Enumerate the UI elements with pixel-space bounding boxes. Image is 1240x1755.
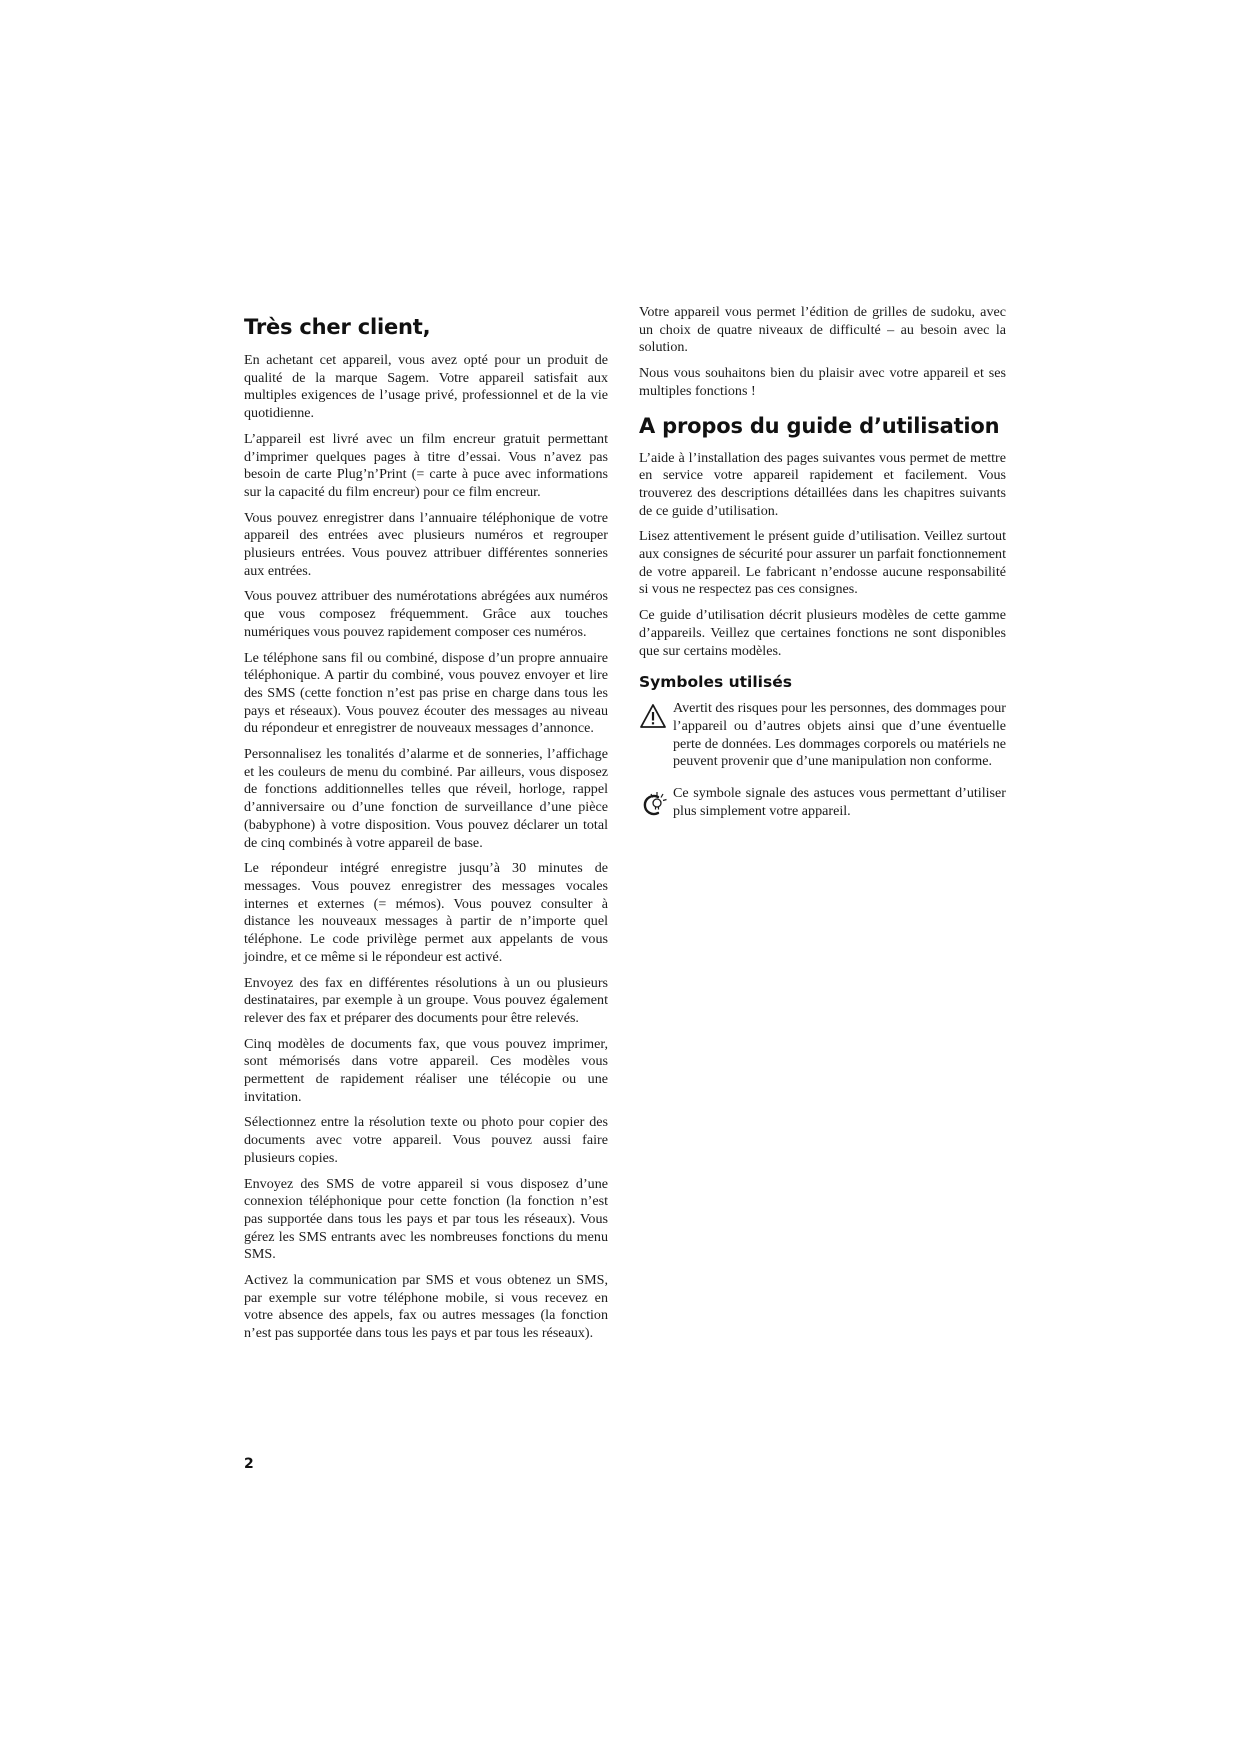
paragraph: Nous vous souhaitons bien du plaisir avec votre appareil et ses multiples fonctions ! <box>639 365 1006 399</box>
section-title-symbols: Symboles utilisés <box>639 673 792 692</box>
symbol-warning-row <box>639 700 1006 771</box>
paragraph: En achetant cet appareil, vous avez opté pour un produit de qualité de la marque Sagem. Votre appareil satisfait aux multiples exigences de l’usage privé, professionnel et de la vie quotidienne. <box>244 352 608 422</box>
tip-lightbulb-icon <box>639 785 673 818</box>
right-column <box>639 304 1006 834</box>
paragraph: Envoyez des fax en différentes résolutions à un ou plusieurs destinataires, par exemple à un groupe. Vous pouvez également relever des fax et préparer des documents pour être relevés. <box>244 974 608 1026</box>
symbol-warning-text: Avertit des risques pour les personnes, des dommages pour l’appareil ou d’autres objets ainsi que d’une éventuelle perte de données. Les dommages corporels ou matériels ne peuvent provenir que d’une manipulation non conforme. <box>673 700 1006 770</box>
page-title: Très cher client, <box>244 315 431 339</box>
left-column <box>244 304 608 1351</box>
paragraph: L’appareil est livré avec un film encreur gratuit permettant d’imprimer quelques pages à titre d’essai. Vous n’avez pas besoin de carte Plug’n’Print (= carte à puce avec informations sur la capacité du film encreur) pour ce film encreur. <box>244 430 608 500</box>
paragraph: Lisez attentivement le présent guide d’utilisation. Veillez surtout aux consignes de sécurité pour assurer un parfait fonctionnement de votre appareil. Le fabricant n’endosse aucune responsabilité si vous ne respectez pas ces consignes. <box>639 528 1006 598</box>
paragraph: Sélectionnez entre la résolution texte ou photo pour copier des documents avec votre appareil. Vous pouvez aussi faire plusieurs copies. <box>244 1114 608 1166</box>
paragraph: Cinq modèles de documents fax, que vous pouvez imprimer, sont mémorisés dans votre appareil. Ces modèles vous permettent de rapidement réaliser une télécopie ou une invitation. <box>244 1035 608 1105</box>
paragraph: Ce guide d’utilisation décrit plusieurs modèles de cette gamme d’appareils. Veillez que certaines fonctions ne sont disponibles que sur certains modèles. <box>639 607 1006 659</box>
paragraph: Activez la communication par SMS et vous obtenez un SMS, par exemple sur votre téléphone mobile, si vous recevez en votre absence des appels, fax ou autres messages (la fonction n’est pas supportée dans tous les pays et par tous les réseaux). <box>244 1272 608 1342</box>
paragraph: Le téléphone sans fil ou combiné, dispose d’un propre annuaire téléphonique. A partir du combiné, vous pouvez envoyer et lire des SMS (cette fonction n’est pas prise en charge dans tous les pays et réseaux). Vous pouvez écouter des messages au niveau du répondeur et enregistrer de nouveaux messages d’annonce. <box>244 649 608 737</box>
symbol-tip-text: Ce symbole signale des astuces vous permettant d’utiliser plus simplement votre appareil. <box>673 785 1006 819</box>
symbol-tip-row <box>639 785 1006 820</box>
page-number: 2 <box>244 1456 254 1472</box>
paragraph: Le répondeur intégré enregistre jusqu’à 30 minutes de messages. Vous pouvez enregistrer des messages vocales internes et externes (= mémos). Vous pouvez consulter à distance les nouveaux messages à partir de n’importe quel téléphone. Le code privilège permet aux appelants de vous joindre, et ce même si le répondeur est activé. <box>244 860 608 965</box>
paragraph: Envoyez des SMS de votre appareil si vous disposez d’une connexion téléphonique pour cette fonction (la fonction n’est pas supportée dans tous les pays et par tous les réseaux). Vous gérez les SMS entrants avec les nombreuses fonctions du menu SMS. <box>244 1175 608 1263</box>
section-title-guide: A propos du guide d’utilisation <box>639 413 1000 438</box>
paragraph: Personnalisez les tonalités d’alarme et de sonneries, l’affichage et les couleurs de menu du combiné. Par ailleurs, vous disposez de fonctions additionnelles telles que réveil, horloge, rappel d’anniversaire ou d’une fonction de surveillance d’une pièce (babyphone) à votre disposition. Vous pouvez déclarer un total de cinq combinés à votre appareil de base. <box>244 746 608 851</box>
paragraph: Vous pouvez enregistrer dans l’annuaire téléphonique de votre appareil des entrées avec plusieurs numéros et regrouper plusieurs entrées. Vous pouvez attribuer différentes sonneries aux entrées. <box>244 509 608 579</box>
paragraph: Vous pouvez attribuer des numérotations abrégées aux numéros que vous composez fréquemment. Grâce aux touches numériques vous pouvez rapidement composer ces numéros. <box>244 588 608 640</box>
warning-triangle-icon <box>639 700 673 729</box>
paragraph: Votre appareil vous permet l’édition de grilles de sudoku, avec un choix de quatre niveaux de difficulté – au besoin avec la solution. <box>639 304 1006 356</box>
paragraph: L’aide à l’installation des pages suivantes vous permet de mettre en service votre appareil rapidement et facilement. Vous trouverez des descriptions détaillées dans les chapitres suivants de ce guide d’utilisation. <box>639 449 1006 519</box>
